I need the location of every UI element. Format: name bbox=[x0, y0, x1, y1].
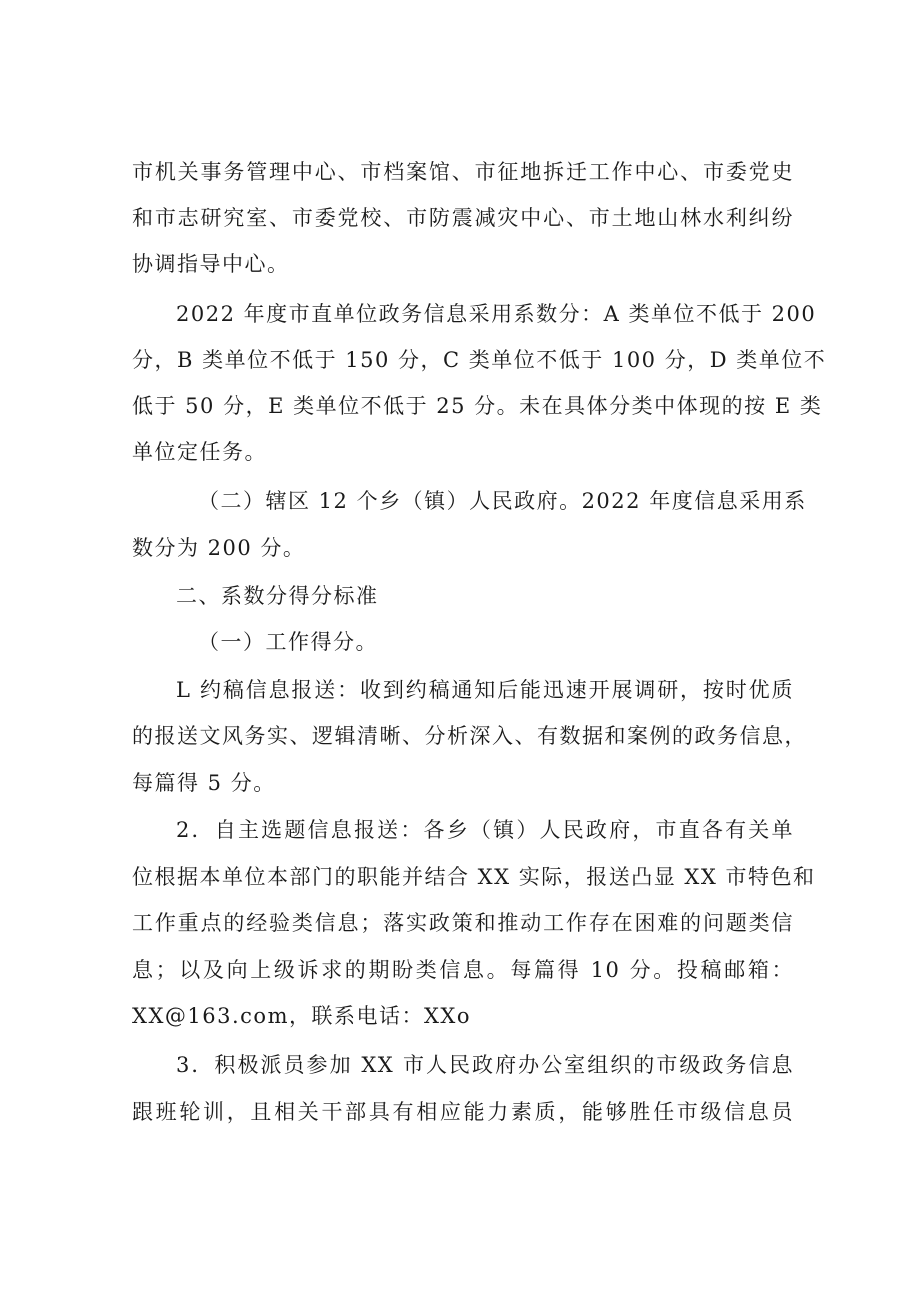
paragraph-line: 跟班轮训，且相关干部具有相应能力素质，能够胜任市级信息员 bbox=[132, 1100, 794, 1124]
paragraph-line: 分，B 类单位不低于 150 分，C 类单位不低于 100 分，D 类单位不 bbox=[132, 348, 827, 372]
paragraph-line: （二）辖区 12 个乡（镇）人民政府。2022 年度信息采用系 bbox=[198, 489, 807, 513]
paragraph-line: 每篇得 5 分。 bbox=[132, 771, 276, 795]
paragraph-line: 2．自主选题信息报送：各乡（镇）人民政府，市直各有关单 bbox=[176, 818, 794, 842]
paragraph-line: 数分为 200 分。 bbox=[132, 536, 306, 560]
paragraph-line: 单位定任务。 bbox=[132, 440, 267, 464]
paragraph-line: 息；以及向上级诉求的期盼类信息。每篇得 10 分。投稿邮箱： bbox=[132, 958, 794, 982]
paragraph-line: 工作重点的经验类信息；落实政策和推动工作存在困难的问题类信 bbox=[132, 911, 794, 935]
paragraph-line: 3．积极派员参加 XX 市人民政府办公室组织的市级政务信息 bbox=[176, 1053, 794, 1077]
paragraph-line: 低于 50 分，E 类单位不低于 25 分。未在具体分类中体现的按 E 类 bbox=[132, 394, 823, 418]
paragraph-line: 市机关事务管理中心、市档案馆、市征地拆迁工作中心、市委党史 bbox=[132, 160, 794, 184]
paragraph-line: 协调指导中心。 bbox=[132, 252, 290, 276]
paragraph-line: 位根据本单位本部门的职能并结合 XX 实际，报送凸显 XX 市特色和 bbox=[132, 865, 816, 889]
section-heading: 二、系数分得分标准 bbox=[176, 584, 379, 608]
paragraph-line: L 约稿信息报送：收到约稿通知后能迅速开展调研，按时优质 bbox=[176, 678, 794, 702]
paragraph-line: 和市志研究室、市委党校、市防震减灾中心、市土地山林水利纠纷 bbox=[132, 206, 794, 230]
subsection-heading: （一）工作得分。 bbox=[198, 630, 378, 654]
paragraph-line: 的报送文风务实、逻辑清晰、分析深入、有数据和案例的政务信息， bbox=[132, 724, 807, 748]
paragraph-line: XX@163.com，联系电话：XXo bbox=[132, 1004, 472, 1028]
paragraph-line: 2022 年度市直单位政务信息采用系数分：A 类单位不低于 200 bbox=[176, 302, 817, 326]
